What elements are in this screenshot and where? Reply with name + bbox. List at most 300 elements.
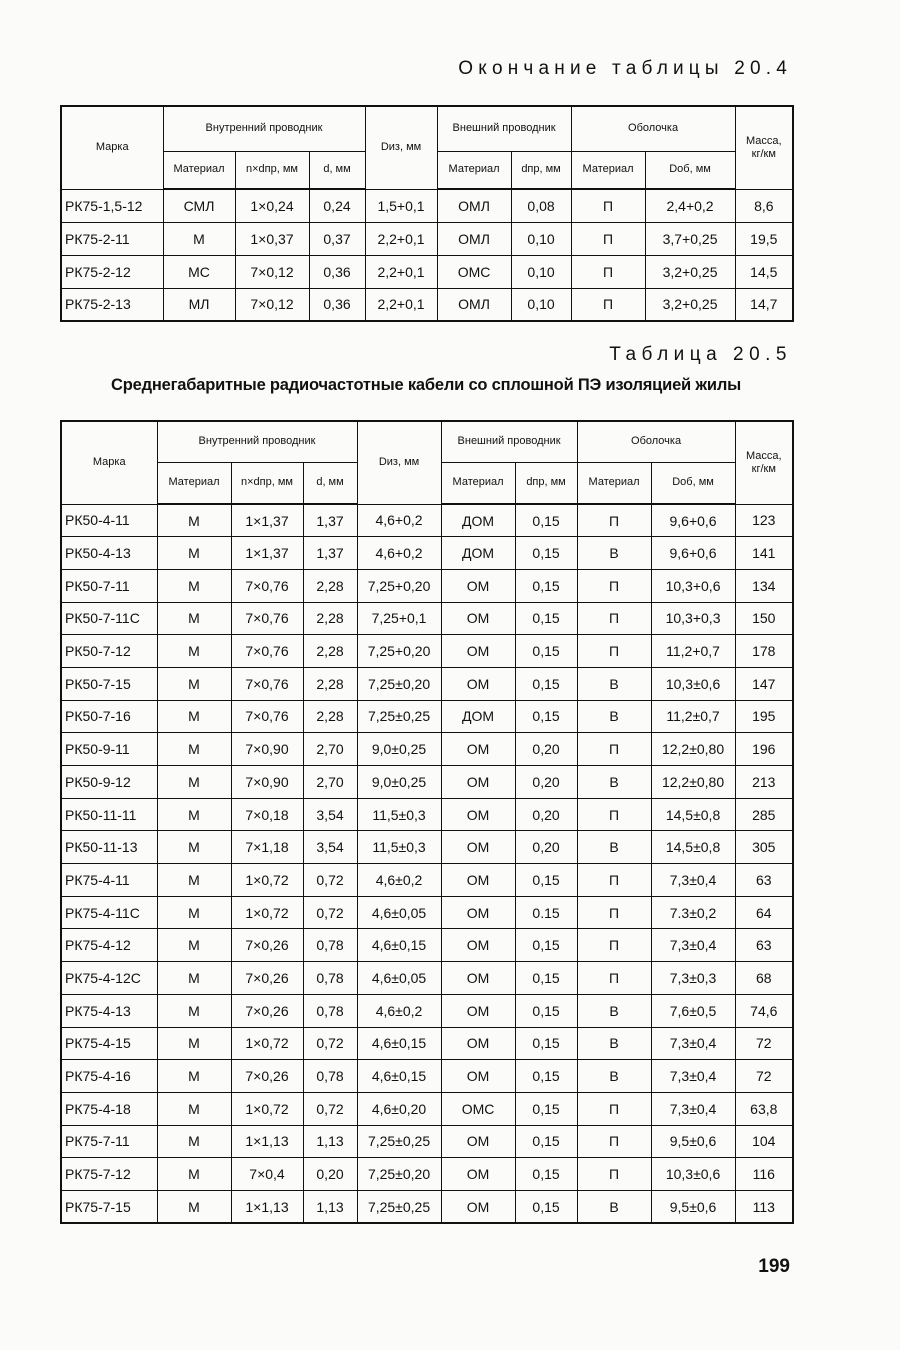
header-sheath: Оболочка bbox=[577, 421, 735, 462]
cell-inner-material: М bbox=[157, 1027, 231, 1060]
cell-outer-d: 0,15 bbox=[515, 929, 577, 962]
cell-outer-d: 0,15 bbox=[515, 635, 577, 668]
cell-outer-d: 0,15 bbox=[515, 864, 577, 897]
running-head: Окончание таблицы 20.4 bbox=[458, 58, 792, 79]
cell-mass: 196 bbox=[735, 733, 793, 766]
cell-outer-d: 0,08 bbox=[511, 189, 571, 222]
cell-inner-nd: 7×1,18 bbox=[231, 831, 303, 864]
header-outer-d: dпр, мм bbox=[515, 462, 577, 504]
table-row bbox=[61, 255, 793, 288]
header-insulation-diameter: Dиз, мм bbox=[365, 106, 437, 189]
cell-outer-d: 0,15 bbox=[515, 1092, 577, 1125]
cell-inner-material: М bbox=[157, 1158, 231, 1191]
cell-mass: 178 bbox=[735, 635, 793, 668]
table-row bbox=[61, 1125, 793, 1158]
header-sheath-material: Материал bbox=[577, 462, 651, 504]
table-row bbox=[61, 189, 793, 222]
cell-inner-d: 3,54 bbox=[303, 798, 357, 831]
cell-mark: РК50-11-11 bbox=[61, 798, 157, 831]
cell-outer-material: ОМ bbox=[441, 1125, 515, 1158]
cell-outer-d: 0,15 bbox=[515, 504, 577, 537]
cell-mass: 285 bbox=[735, 798, 793, 831]
cell-sheath-d: 9,6+0,6 bbox=[651, 537, 735, 570]
cell-inner-material: М bbox=[157, 1092, 231, 1125]
cell-inner-nd: 1×0,72 bbox=[231, 896, 303, 929]
cell-outer-material: ОМЛ bbox=[437, 189, 511, 222]
table-row bbox=[61, 994, 793, 1027]
cell-sheath-material: В bbox=[577, 1027, 651, 1060]
cell-inner-d: 0,78 bbox=[303, 994, 357, 1027]
table-row bbox=[61, 667, 793, 700]
cell-sheath-material: В bbox=[577, 994, 651, 1027]
table-title: Среднегабаритные радиочастотные кабели со сплошной ПЭ изоляцией жилы bbox=[111, 376, 741, 394]
cell-mark: РК75-4-11 bbox=[61, 864, 157, 897]
cell-outer-d: 0.15 bbox=[515, 896, 577, 929]
cell-outer-material: ОМЛ bbox=[437, 222, 511, 255]
cell-insulation-diameter: 4,6±0,15 bbox=[357, 929, 441, 962]
cell-insulation-diameter: 4,6±0,15 bbox=[357, 1060, 441, 1093]
cell-inner-nd: 7×0,76 bbox=[231, 700, 303, 733]
cell-inner-d: 2,28 bbox=[303, 667, 357, 700]
cell-insulation-diameter: 4,6±0,2 bbox=[357, 994, 441, 1027]
cell-outer-material: ОМ bbox=[441, 635, 515, 668]
cell-outer-material: ОМ bbox=[441, 766, 515, 799]
cell-mark: РК75-2-11 bbox=[61, 222, 163, 255]
cell-insulation-diameter: 11,5±0,3 bbox=[357, 831, 441, 864]
cell-sheath-d: 9,5±0,6 bbox=[651, 1190, 735, 1223]
cell-inner-d: 3,54 bbox=[303, 831, 357, 864]
cell-inner-d: 2,28 bbox=[303, 602, 357, 635]
cell-mark: РК50-7-11 bbox=[61, 569, 157, 602]
header-outer-material: Материал bbox=[441, 462, 515, 504]
cell-sheath-d: 12,2±0,80 bbox=[651, 766, 735, 799]
cell-sheath-material: В bbox=[577, 1060, 651, 1093]
cell-mass: 134 bbox=[735, 569, 793, 602]
cell-inner-material: МЛ bbox=[163, 288, 235, 321]
cell-inner-d: 2,28 bbox=[303, 569, 357, 602]
cell-mark: РК75-1,5-12 bbox=[61, 189, 163, 222]
cell-insulation-diameter: 9,0±0,25 bbox=[357, 733, 441, 766]
cell-inner-d: 0,20 bbox=[303, 1158, 357, 1191]
cell-sheath-d: 7,3±0,3 bbox=[651, 962, 735, 995]
cell-outer-d: 0,15 bbox=[515, 569, 577, 602]
cell-outer-d: 0,15 bbox=[515, 1060, 577, 1093]
cell-inner-nd: 7×0,26 bbox=[231, 994, 303, 1027]
cell-mark: РК50-4-11 bbox=[61, 504, 157, 537]
cell-sheath-material: П bbox=[577, 929, 651, 962]
cell-sheath-material: П bbox=[577, 569, 651, 602]
cell-inner-nd: 7×0,4 bbox=[231, 1158, 303, 1191]
cell-inner-material: М bbox=[157, 1125, 231, 1158]
cell-outer-d: 0,20 bbox=[515, 831, 577, 864]
cell-mass: 141 bbox=[735, 537, 793, 570]
header-sheath-material: Материал bbox=[571, 151, 645, 189]
cell-mass: 195 bbox=[735, 700, 793, 733]
cell-mass: 68 bbox=[735, 962, 793, 995]
cell-inner-material: М bbox=[157, 537, 231, 570]
table-row bbox=[61, 288, 793, 321]
cell-inner-material: М bbox=[157, 864, 231, 897]
cell-outer-material: ОМ bbox=[441, 602, 515, 635]
cell-outer-material: ОМ bbox=[441, 929, 515, 962]
cell-inner-material: М bbox=[157, 896, 231, 929]
cell-inner-nd: 7×0,76 bbox=[231, 667, 303, 700]
cell-inner-nd: 1×0,37 bbox=[235, 222, 309, 255]
cell-inner-nd: 7×0,76 bbox=[231, 569, 303, 602]
cell-sheath-material: П bbox=[571, 222, 645, 255]
cell-insulation-diameter: 4,6+0,2 bbox=[357, 537, 441, 570]
cell-inner-nd: 7×0,76 bbox=[231, 635, 303, 668]
cell-sheath-material: П bbox=[577, 635, 651, 668]
cell-sheath-d: 14,5±0,8 bbox=[651, 831, 735, 864]
cell-outer-d: 0,15 bbox=[515, 537, 577, 570]
cell-mark: РК75-4-12С bbox=[61, 962, 157, 995]
cell-mass: 104 bbox=[735, 1125, 793, 1158]
cell-mass: 74,6 bbox=[735, 994, 793, 1027]
cell-insulation-diameter: 7,25±0,20 bbox=[357, 1158, 441, 1191]
header-mass: Масса, кг/км bbox=[735, 106, 793, 189]
cell-outer-material: ОМ bbox=[441, 733, 515, 766]
cell-mass: 19,5 bbox=[735, 222, 793, 255]
cell-insulation-diameter: 4,6+0,2 bbox=[357, 504, 441, 537]
header-sheath-d: Dоб, мм bbox=[645, 151, 735, 189]
cell-insulation-diameter: 7,25±0,20 bbox=[357, 667, 441, 700]
table-row bbox=[61, 1092, 793, 1125]
cell-inner-d: 0,78 bbox=[303, 1060, 357, 1093]
cell-inner-nd: 7×0,76 bbox=[231, 602, 303, 635]
header-inner-material: Материал bbox=[157, 462, 231, 504]
cell-sheath-material: П bbox=[571, 189, 645, 222]
header-inner-d: d, мм bbox=[309, 151, 365, 189]
cell-insulation-diameter: 7,25±0,25 bbox=[357, 1190, 441, 1223]
table-20-4 bbox=[60, 105, 794, 322]
cell-mark: РК75-7-12 bbox=[61, 1158, 157, 1191]
cell-mark: РК75-4-12 bbox=[61, 929, 157, 962]
cell-inner-nd: 1×0,72 bbox=[231, 864, 303, 897]
cell-inner-d: 2,70 bbox=[303, 766, 357, 799]
cell-sheath-material: П bbox=[577, 733, 651, 766]
cell-inner-material: М bbox=[157, 569, 231, 602]
cell-sheath-d: 7,3±0,4 bbox=[651, 1027, 735, 1060]
cell-inner-material: МС bbox=[163, 255, 235, 288]
cell-inner-nd: 7×0,18 bbox=[231, 798, 303, 831]
cell-mass: 63 bbox=[735, 929, 793, 962]
cell-sheath-material: П bbox=[577, 1092, 651, 1125]
cell-inner-nd: 1×0,72 bbox=[231, 1027, 303, 1060]
cell-inner-d: 2,28 bbox=[303, 635, 357, 668]
cell-outer-d: 0,10 bbox=[511, 255, 571, 288]
cell-sheath-d: 7,3±0,4 bbox=[651, 1092, 735, 1125]
cell-sheath-d: 10,3±0,6 bbox=[651, 667, 735, 700]
cell-inner-material: М bbox=[157, 994, 231, 1027]
cell-inner-material: М bbox=[157, 831, 231, 864]
cell-mass: 150 bbox=[735, 602, 793, 635]
cell-outer-material: ДОМ bbox=[441, 700, 515, 733]
cell-inner-nd: 1×1,13 bbox=[231, 1125, 303, 1158]
header-outer-conductor: Внешний проводник bbox=[441, 421, 577, 462]
cell-mark: РК50-11-13 bbox=[61, 831, 157, 864]
cell-outer-d: 0,15 bbox=[515, 1125, 577, 1158]
cell-sheath-material: П bbox=[571, 255, 645, 288]
cell-mark: РК75-4-13 bbox=[61, 994, 157, 1027]
table-20-5 bbox=[60, 420, 794, 1224]
cell-sheath-d: 9,6+0,6 bbox=[651, 504, 735, 537]
header-outer-d: dпр, мм bbox=[511, 151, 571, 189]
table-row bbox=[61, 929, 793, 962]
cell-mass: 113 bbox=[735, 1190, 793, 1223]
cell-mass: 63,8 bbox=[735, 1092, 793, 1125]
cell-mark: РК75-7-15 bbox=[61, 1190, 157, 1223]
cell-insulation-diameter: 2,2+0,1 bbox=[365, 288, 437, 321]
cell-inner-d: 0,72 bbox=[303, 864, 357, 897]
cell-inner-nd: 1×0,72 bbox=[231, 1092, 303, 1125]
table-row bbox=[61, 1190, 793, 1223]
cell-outer-material: ОМ bbox=[441, 1190, 515, 1223]
header-sheath-d: Dоб, мм bbox=[651, 462, 735, 504]
cell-mark: РК50-9-12 bbox=[61, 766, 157, 799]
cell-sheath-d: 3,7+0,25 bbox=[645, 222, 735, 255]
table-row bbox=[61, 766, 793, 799]
cell-mass: 123 bbox=[735, 504, 793, 537]
table-row bbox=[61, 537, 793, 570]
cell-inner-nd: 7×0,12 bbox=[235, 255, 309, 288]
cell-outer-material: ОМ bbox=[441, 1158, 515, 1191]
table-row bbox=[61, 798, 793, 831]
cell-mass: 8,6 bbox=[735, 189, 793, 222]
cell-inner-d: 1,13 bbox=[303, 1125, 357, 1158]
cell-sheath-d: 10,3+0,3 bbox=[651, 602, 735, 635]
cell-inner-material: М bbox=[157, 733, 231, 766]
cell-sheath-d: 7,6±0,5 bbox=[651, 994, 735, 1027]
cell-outer-material: ОМ bbox=[441, 994, 515, 1027]
cell-mark: РК50-9-11 bbox=[61, 733, 157, 766]
cell-inner-material: М bbox=[157, 766, 231, 799]
cell-sheath-material: П bbox=[571, 288, 645, 321]
cell-inner-d: 0,72 bbox=[303, 1027, 357, 1060]
cell-outer-material: ОМ bbox=[441, 962, 515, 995]
cell-outer-d: 0,15 bbox=[515, 1027, 577, 1060]
cell-inner-d: 2,70 bbox=[303, 733, 357, 766]
table-row bbox=[61, 222, 793, 255]
cell-inner-d: 0,24 bbox=[309, 189, 365, 222]
cell-insulation-diameter: 4,6±0,20 bbox=[357, 1092, 441, 1125]
cell-outer-material: ОМ bbox=[441, 667, 515, 700]
cell-outer-d: 0,20 bbox=[515, 798, 577, 831]
table-row bbox=[61, 962, 793, 995]
cell-sheath-d: 2,4+0,2 bbox=[645, 189, 735, 222]
header-inner-conductor: Внутренний проводник bbox=[157, 421, 357, 462]
cell-outer-d: 0,15 bbox=[515, 700, 577, 733]
table-row bbox=[61, 831, 793, 864]
cell-inner-nd: 7×0,90 bbox=[231, 733, 303, 766]
cell-outer-material: ОМЛ bbox=[437, 288, 511, 321]
cell-inner-d: 2,28 bbox=[303, 700, 357, 733]
cell-sheath-material: В bbox=[577, 537, 651, 570]
cell-outer-material: ОМ bbox=[441, 896, 515, 929]
cell-mass: 63 bbox=[735, 864, 793, 897]
header-mark: Марка bbox=[61, 421, 157, 504]
cell-outer-d: 0,15 bbox=[515, 1190, 577, 1223]
cell-inner-nd: 7×0,26 bbox=[231, 962, 303, 995]
cell-inner-d: 0,36 bbox=[309, 288, 365, 321]
header-inner-d: d, мм bbox=[303, 462, 357, 504]
header-inner-material: Материал bbox=[163, 151, 235, 189]
cell-mark: РК50-7-15 bbox=[61, 667, 157, 700]
cell-mass: 213 bbox=[735, 766, 793, 799]
cell-sheath-d: 10,3+0,6 bbox=[651, 569, 735, 602]
cell-inner-d: 1,37 bbox=[303, 504, 357, 537]
cell-mass: 14,7 bbox=[735, 288, 793, 321]
cell-sheath-d: 7.3±0,2 bbox=[651, 896, 735, 929]
cell-insulation-diameter: 7,25±0,25 bbox=[357, 700, 441, 733]
cell-sheath-material: П bbox=[577, 896, 651, 929]
table-row bbox=[61, 1158, 793, 1191]
cell-insulation-diameter: 2,2+0,1 bbox=[365, 222, 437, 255]
cell-inner-d: 0,36 bbox=[309, 255, 365, 288]
cell-inner-material: М bbox=[157, 1190, 231, 1223]
cell-inner-material: М bbox=[157, 929, 231, 962]
cell-mass: 72 bbox=[735, 1060, 793, 1093]
table-row bbox=[61, 864, 793, 897]
cell-insulation-diameter: 7,25+0,20 bbox=[357, 635, 441, 668]
cell-sheath-d: 7,3±0,4 bbox=[651, 1060, 735, 1093]
table-row bbox=[61, 896, 793, 929]
cell-mark: РК50-7-16 bbox=[61, 700, 157, 733]
cell-outer-d: 0,10 bbox=[511, 288, 571, 321]
cell-outer-material: ОМ bbox=[441, 798, 515, 831]
cell-sheath-material: П bbox=[577, 1158, 651, 1191]
cell-mark: РК75-4-11С bbox=[61, 896, 157, 929]
header-sheath: Оболочка bbox=[571, 106, 735, 151]
cell-sheath-d: 11,2+0,7 bbox=[651, 635, 735, 668]
cell-sheath-material: П bbox=[577, 504, 651, 537]
cell-inner-nd: 7×0,12 bbox=[235, 288, 309, 321]
cell-sheath-material: В bbox=[577, 766, 651, 799]
cell-inner-nd: 7×0,26 bbox=[231, 1060, 303, 1093]
cell-inner-d: 0,78 bbox=[303, 929, 357, 962]
cell-inner-d: 1,13 bbox=[303, 1190, 357, 1223]
header-outer-conductor: Внешний проводник bbox=[437, 106, 571, 151]
cell-inner-material: М bbox=[157, 700, 231, 733]
cell-outer-d: 0,20 bbox=[515, 766, 577, 799]
cell-sheath-material: П bbox=[577, 1125, 651, 1158]
cell-sheath-d: 3,2+0,25 bbox=[645, 288, 735, 321]
cell-mass: 72 bbox=[735, 1027, 793, 1060]
cell-inner-nd: 7×0,90 bbox=[231, 766, 303, 799]
cell-sheath-d: 9,5±0,6 bbox=[651, 1125, 735, 1158]
cell-outer-d: 0,15 bbox=[515, 1158, 577, 1191]
cell-sheath-material: П bbox=[577, 602, 651, 635]
cell-inner-material: М bbox=[157, 667, 231, 700]
cell-inner-material: М bbox=[157, 1060, 231, 1093]
cell-outer-material: ОМС bbox=[437, 255, 511, 288]
header-inner-nd: n×dпр, мм bbox=[231, 462, 303, 504]
cell-outer-d: 0,15 bbox=[515, 962, 577, 995]
cell-outer-material: ДОМ bbox=[441, 537, 515, 570]
cell-inner-nd: 1×1,37 bbox=[231, 537, 303, 570]
cell-inner-material: СМЛ bbox=[163, 189, 235, 222]
cell-sheath-material: П bbox=[577, 864, 651, 897]
cell-insulation-diameter: 4,6±0,15 bbox=[357, 1027, 441, 1060]
cell-inner-material: М bbox=[163, 222, 235, 255]
cell-insulation-diameter: 4,6±0,2 bbox=[357, 864, 441, 897]
cell-insulation-diameter: 1,5+0,1 bbox=[365, 189, 437, 222]
cell-inner-material: М bbox=[157, 962, 231, 995]
cell-insulation-diameter: 2,2+0,1 bbox=[365, 255, 437, 288]
table-row bbox=[61, 504, 793, 537]
header-mass: Масса, кг/км bbox=[735, 421, 793, 504]
table-label: Таблица 20.5 bbox=[609, 344, 792, 365]
cell-mark: РК50-7-12 bbox=[61, 635, 157, 668]
cell-sheath-d: 3,2+0,25 bbox=[645, 255, 735, 288]
cell-mark: РК75-2-12 bbox=[61, 255, 163, 288]
cell-sheath-d: 7,3±0,4 bbox=[651, 864, 735, 897]
cell-sheath-material: П bbox=[577, 798, 651, 831]
cell-inner-nd: 1×1,13 bbox=[231, 1190, 303, 1223]
cell-insulation-diameter: 7,25+0,1 bbox=[357, 602, 441, 635]
cell-outer-material: ОМС bbox=[441, 1092, 515, 1125]
cell-inner-material: М bbox=[157, 602, 231, 635]
cell-inner-d: 0,72 bbox=[303, 1092, 357, 1125]
cell-sheath-d: 7,3±0,4 bbox=[651, 929, 735, 962]
cell-inner-d: 1,37 bbox=[303, 537, 357, 570]
cell-mark: РК50-4-13 bbox=[61, 537, 157, 570]
cell-outer-material: ОМ bbox=[441, 831, 515, 864]
header-insulation-diameter: Dиз, мм bbox=[357, 421, 441, 504]
cell-insulation-diameter: 4,6±0,05 bbox=[357, 962, 441, 995]
cell-sheath-material: В bbox=[577, 831, 651, 864]
cell-outer-material: ОМ bbox=[441, 864, 515, 897]
cell-insulation-diameter: 7,25+0,20 bbox=[357, 569, 441, 602]
table-row bbox=[61, 733, 793, 766]
cell-inner-d: 0,78 bbox=[303, 962, 357, 995]
cell-sheath-material: В bbox=[577, 700, 651, 733]
cell-insulation-diameter: 9,0±0,25 bbox=[357, 766, 441, 799]
cell-outer-material: ОМ bbox=[441, 1060, 515, 1093]
cell-outer-material: ДОМ bbox=[441, 504, 515, 537]
cell-sheath-d: 14,5±0,8 bbox=[651, 798, 735, 831]
cell-insulation-diameter: 4,6±0,05 bbox=[357, 896, 441, 929]
cell-inner-nd: 1×0,24 bbox=[235, 189, 309, 222]
cell-sheath-material: В bbox=[577, 667, 651, 700]
cell-outer-material: ОМ bbox=[441, 1027, 515, 1060]
cell-sheath-d: 10,3±0,6 bbox=[651, 1158, 735, 1191]
header-inner-conductor: Внутренний проводник bbox=[163, 106, 365, 151]
cell-sheath-d: 12,2±0,80 bbox=[651, 733, 735, 766]
cell-sheath-material: В bbox=[577, 1190, 651, 1223]
cell-outer-d: 0,15 bbox=[515, 994, 577, 1027]
cell-outer-d: 0,10 bbox=[511, 222, 571, 255]
cell-mass: 147 bbox=[735, 667, 793, 700]
table-row bbox=[61, 602, 793, 635]
table-row bbox=[61, 1027, 793, 1060]
header-outer-material: Материал bbox=[437, 151, 511, 189]
cell-inner-material: М bbox=[157, 504, 231, 537]
cell-mass: 14,5 bbox=[735, 255, 793, 288]
table-row bbox=[61, 700, 793, 733]
cell-inner-material: М bbox=[157, 635, 231, 668]
cell-insulation-diameter: 11,5±0,3 bbox=[357, 798, 441, 831]
cell-mark: РК75-2-13 bbox=[61, 288, 163, 321]
header-mark: Марка bbox=[61, 106, 163, 189]
table-row bbox=[61, 635, 793, 668]
header-inner-nd: n×dпр, мм bbox=[235, 151, 309, 189]
page-number: 199 bbox=[758, 1256, 790, 1277]
cell-sheath-material: П bbox=[577, 962, 651, 995]
cell-mass: 116 bbox=[735, 1158, 793, 1191]
cell-inner-nd: 7×0,26 bbox=[231, 929, 303, 962]
cell-mark: РК75-7-11 bbox=[61, 1125, 157, 1158]
